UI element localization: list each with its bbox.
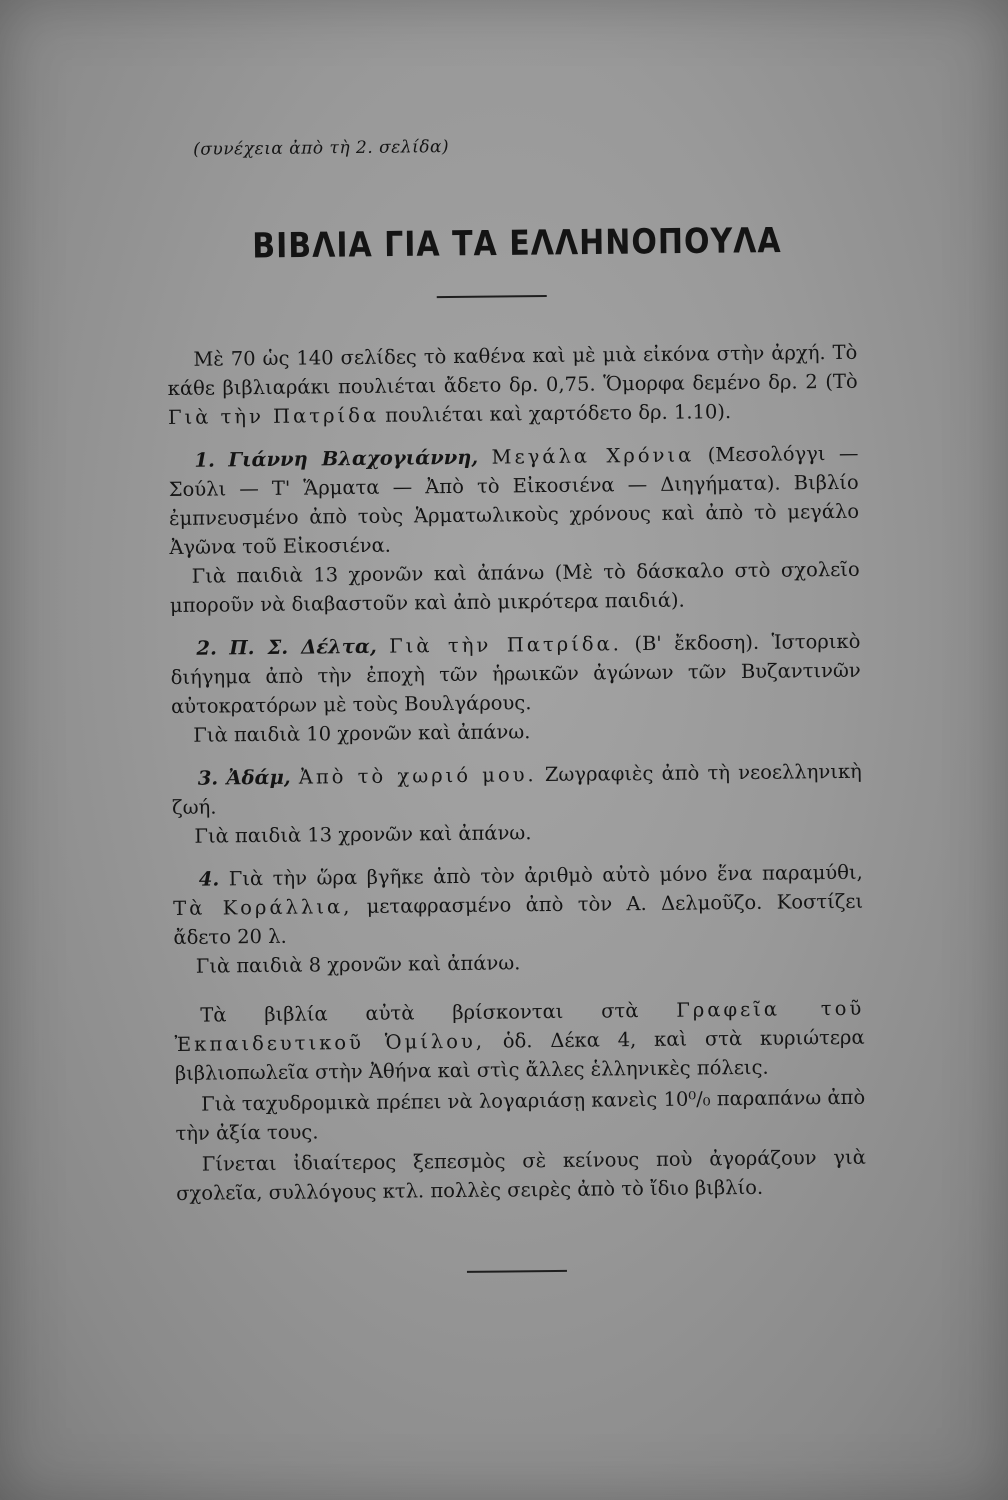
book-author: Γιάννη Βλαχογιάννη,: [228, 445, 479, 472]
page-content: [165, 123, 867, 1276]
book-title: Ἀπὸ τὸ χωριό μου.: [298, 763, 537, 789]
book-audience-1: Γιὰ παιδιὰ 13 χρονῶν καὶ ἀπάνω (Μὲ τὸ δάσκαλο στὸ σχολεῖο μποροῦν νὰ διαβαστοῦν καὶ ἀπὸ μικρότερα παιδιά).: [169, 557, 860, 617]
book-entry-1: [168, 439, 859, 562]
book-audience-3: Γιὰ παιδιὰ 13 χρονῶν καὶ ἀπάνω.: [194, 821, 532, 848]
availability-paragraph: [174, 994, 865, 1088]
book-title: Γιὰ τὴν Πατρίδα.: [389, 632, 623, 658]
book-description: (Β' ἔκδοση). Ἱστορικὸ διήγημα ἀπὸ τὴν ἐποχὴ τῶν ἡρωικῶν ἀγώνων τῶν Βυζαντινῶν αὐτοκρατόρων μὲ τοὺς Βουλγάρους.: [170, 629, 861, 718]
availability-text-2: ὁδ. Δέκα 4, καὶ στὰ κυριώτερα βιβλιοπωλεῖα στὴν Ἀθήνα καὶ στὶς ἄλλες ἑλληνικὲς πόλεις.: [174, 1025, 865, 1085]
book-entry-4: [173, 858, 864, 952]
book-number: 2.: [196, 636, 217, 660]
book-audience-4: Γιὰ παιδιὰ 8 χρονῶν καὶ ἀπάνω.: [195, 951, 521, 978]
intro-spaced-title: Γιὰ τὴν Πατρίδα: [167, 403, 380, 429]
book-audience-2: Γιὰ παιδιὰ 10 χρονῶν καὶ ἀπάνω.: [193, 720, 531, 747]
book-author: Ἀδάμ,: [226, 765, 291, 790]
book-entry-3: [172, 757, 863, 822]
continuation-note: (συνέχεια ἀπὸ τὴ 2. σελίδα): [193, 137, 450, 160]
top-divider: [437, 295, 547, 298]
book-number: 3.: [197, 766, 219, 790]
book-title: Μεγάλα Χρόνια: [491, 443, 695, 469]
book-title: Τὰ Κοράλλια,: [173, 895, 353, 920]
book-number: 1.: [194, 448, 215, 472]
book-description: Ζωγραφιὲς ἀπὸ τὴ νεοελληνικὴ ζωή.: [171, 759, 862, 819]
intro-text-2: πουλιέται καὶ χαρτόδετο δρ. 1.10).: [378, 400, 732, 427]
bottom-divider: [467, 1270, 567, 1273]
postage-note: Γιὰ ταχυδρομικὰ πρέπει νὰ λογαριάσῃ κανεὶς 10⁰/₀ παραπάνω ἀπὸ τὴν ἀξία τους.: [175, 1085, 866, 1145]
intro-paragraph: [167, 338, 858, 432]
book-intro-text: Γιὰ τὴν ὥρα βγῆκε ἀπὸ τὸν ἀριθμὸ αὐτὸ μόνο ἕνα παραμύθι,: [219, 860, 863, 891]
book-description: (Μεσολόγγι — Σούλι — Τ' Ἅρματα — Ἀπὸ τὸ Εἰκοσιένα — Διηγήματα). Βιβλίο ἐμπνευσμένο ἀπὸ τοὺς Ἁρματωλικοὺς χρόνους καὶ ἀπὸ τὸ μεγάλο Ἀγῶνα τοῦ Εἰκοσιένα.: [168, 441, 860, 559]
intro-text-1: Μὲ 70 ὡς 140 σελίδες τὸ καθένα καὶ μὲ μιὰ εἰκόνα στὴν ἀρχή. Τὸ κάθε βιβλιαράκι πουλιέται ἄδετο δρ. 0,75. Ὅμορφα δεμένο δρ. 2 (Τὸ: [167, 340, 858, 400]
book-author: Π. Σ. Δέλτα,: [229, 634, 377, 660]
discount-note: Γίνεται ἰδιαίτερος ξεπεσμὸς σὲ κείνους ποὺ ἀγοράζουν γιὰ σχολεῖα, συλλόγους κτλ. πολλὲς σειρὲς ἀπὸ τὸ ἴδιο βιβλίο.: [176, 1145, 866, 1205]
page-heading: ΒΙΒΛΙΑ ΓΙΑ ΤΑ ΕΛΛΗΝΟΠΟΥΛΑ: [252, 220, 782, 267]
book-entry-2: [170, 627, 861, 721]
book-number: 4.: [198, 867, 220, 891]
book-description: μεταφρασμένο ἀπὸ τὸν Α. Δελμοῦζο. Κοστίζει ἄδετο 20 λ.: [173, 889, 864, 949]
publisher-name: Γραφεῖα τοῦ Ἐκπαιδευτικοῦ Ὁμίλου,: [174, 996, 865, 1056]
availability-text-1: Τὰ βιβλία αὐτὰ βρίσκονται στὰ: [200, 998, 677, 1027]
